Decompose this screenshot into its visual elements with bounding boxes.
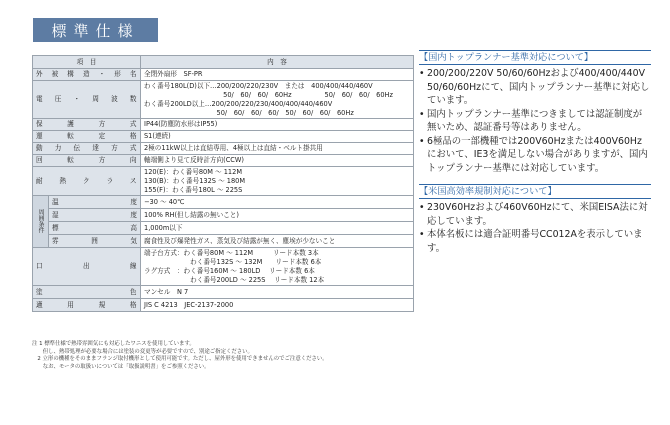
row-value: 全閉外扇形 SF-PR — [141, 69, 414, 81]
row-label: 標高 — [49, 222, 141, 235]
table-row — [33, 119, 414, 131]
bullet-text: 200/200/220V 50/60/60Hzおよび400/400/440V 50/60/60Hzにて、国内トップランナー基準に対応しています。 — [427, 68, 650, 106]
footnote-line: 注 1 標準仕様で熱帯雰囲気にも対応したワニスを使用しています。 — [32, 341, 195, 347]
bullet-icon: • — [419, 108, 425, 120]
row-label: 動力伝達方式 — [33, 143, 141, 155]
row-value: IP44(防塵防水形はIP55) — [141, 119, 414, 131]
row-label: 温度 — [49, 196, 141, 209]
row-value: 120(E)：わく番号80M ～ 112M 130(B)：わく番号132S ～ 180M 155(F)：わく番号180L ～ 225S — [141, 167, 414, 196]
bullet-icon: • — [419, 202, 425, 213]
row-label: 口出線 — [33, 248, 141, 286]
bullet-text: 本体名板には適合証明番号CC012Aを表示しています。 — [427, 229, 643, 254]
row-value: 腐食性及び爆発性ガス、蒸気及び結露が無く、塵埃が少ないこと — [141, 235, 414, 248]
row-value: S1(連続) — [141, 131, 414, 143]
table-row — [33, 155, 414, 167]
row-value: JIS C 4213 JEC-2137-2000 — [141, 299, 414, 312]
table-row — [33, 143, 414, 155]
table-row — [33, 131, 414, 143]
row-label: 保護方式 — [33, 119, 141, 131]
row-value: −30 ～ 40℃ — [141, 196, 414, 209]
row-label: 回転方向 — [33, 155, 141, 167]
footnote-line: なお、モータの取扱いについては「取扱説明書」をご参照ください。 — [32, 363, 210, 370]
row-label: 塗色 — [33, 286, 141, 299]
table-row — [33, 222, 414, 235]
table-row — [33, 209, 414, 222]
us-bullet-list — [419, 201, 651, 255]
page-title: 標準仕様 — [33, 18, 158, 42]
row-value: 2極の11kW以上は直結専用、4極以上は直結・ベルト掛共用 — [141, 143, 414, 155]
list-item — [419, 135, 651, 176]
table-row — [33, 69, 414, 81]
header-item: 項 目 — [33, 56, 141, 69]
footnote-line: 但し、熱帯処理が必要な場合には塗装の変更等が必要ですので、別途ご指定ください。 — [32, 348, 253, 355]
row-label: 雰囲気 — [49, 235, 141, 248]
bullet-icon: • — [419, 68, 425, 79]
spec-table — [32, 55, 414, 312]
list-item — [419, 228, 651, 255]
footnote-line: 2 立形の機種をそのままフランジ取付機形として使用可能です。ただし、屋外形を使用できませんのでご注意ください。 — [32, 356, 328, 363]
table-row — [33, 286, 414, 299]
footnotes — [32, 341, 417, 371]
row-label: 電圧・周波数 — [33, 81, 141, 119]
row-value: 100% RH(但し結露の無いこと) — [141, 209, 414, 222]
list-item — [419, 201, 651, 228]
bullet-icon: • — [419, 229, 425, 240]
row-value: マンセル N 7 — [141, 286, 414, 299]
list-item — [419, 67, 651, 108]
row-label: 運転定格 — [33, 131, 141, 143]
table-row — [33, 235, 414, 248]
domestic-bullet-list — [419, 67, 651, 175]
row-label: 適用規格 — [33, 299, 141, 312]
bullet-text: 230V60Hzおよび460V60Hzにて、米国EISA法に対応しています。 — [427, 202, 648, 227]
table-row — [33, 196, 414, 209]
row-value: 軸端側より見て反時計方向(CCW) — [141, 155, 414, 167]
header-content: 内 容 — [141, 56, 414, 69]
table-row — [33, 248, 414, 286]
row-label: 外被構造・形名 — [33, 69, 141, 81]
us-section-title: 【米国高効率規制対応について】 — [419, 184, 651, 199]
us-section — [419, 184, 651, 255]
table-row — [33, 167, 414, 196]
environment-group-label: 周囲条件 — [33, 196, 49, 248]
list-item — [419, 108, 651, 135]
domestic-section-title: 【国内トップランナー基準対応について】 — [419, 50, 651, 65]
table-row — [33, 299, 414, 312]
row-label: 湿度 — [49, 209, 141, 222]
bullet-text: 6極品の一部機種では200V60Hzまたは400V60Hzにおいて、IE3を満足しない場合がありますが、国内トップランナー基準には対応しています。 — [427, 135, 648, 174]
table-header-row — [33, 56, 414, 69]
row-value: 1,000m以下 — [141, 222, 414, 235]
bullet-text: 国内トップランナー基準につきましては認証制度が無いため、認証番号等はありません。 — [427, 108, 643, 133]
table-row — [33, 81, 414, 119]
row-value: 端子台方式：わく番号80M ～ 112M リード本数 3本 わく番号132S ～ 132M リード本数 6本 ラグ方式 ：わく番号160M ～ 180LD リード本数 6本 わく番号200LD ～ 225S リード本数 12本 — [141, 248, 414, 286]
compliance-panel — [419, 50, 651, 255]
row-label: 耐熱クラス — [33, 167, 141, 196]
row-value: わく番号180L(D)以下…200/200/220/230V または 400/400/440/460V 50/ 60/ 60/ 60Hz 50/ 60/ 60/ 60Hz わく番号200LD以上…200/200/220/230/400/400/440/460V 50/ 60/ 60/ 60/ 50/ 60/ 60/ 60Hz — [141, 81, 414, 119]
bullet-icon: • — [419, 135, 425, 147]
